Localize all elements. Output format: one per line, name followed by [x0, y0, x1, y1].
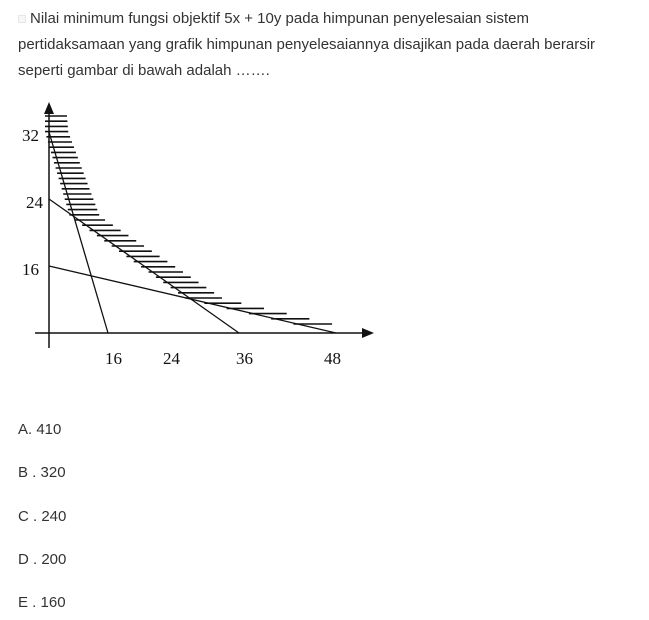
option-e[interactable]: E . 160	[18, 594, 66, 611]
constraint-line	[49, 266, 336, 333]
constraint-lines	[49, 132, 336, 333]
x-tick-label: 36	[236, 349, 253, 368]
y-tick-label: 32	[22, 126, 39, 145]
option-a[interactable]: A. 410	[18, 421, 62, 438]
x-tick-label: 24	[163, 349, 180, 368]
y-axis-arrow-icon	[44, 102, 54, 114]
x-tick-label: 16	[105, 349, 122, 368]
linear-programming-graph	[0, 90, 400, 390]
option-d[interactable]: D . 200	[18, 551, 67, 568]
question-line-2: pertidaksamaan yang grafik himpunan penyelesaiannya disajikan pada daerah berarsir	[18, 36, 596, 53]
x-tick-label: 48	[324, 349, 341, 368]
x-axis-arrow-icon	[362, 328, 374, 338]
hatch-marks	[45, 116, 332, 324]
question-line-3: seperti gambar di bawah adalah …….	[18, 62, 270, 79]
y-tick-label: 16	[22, 260, 39, 279]
question-line-1	[18, 6, 643, 32]
question-line-1-text: Nilai minimum fungsi objektif 5x + 10y pada himpunan penyelesaian sistem	[30, 10, 530, 27]
y-tick-label: 24	[26, 193, 43, 212]
question-marker-icon	[18, 15, 26, 23]
option-b[interactable]: B . 320	[18, 464, 66, 481]
option-c[interactable]: C . 240	[18, 508, 67, 525]
constraint-line	[49, 199, 239, 333]
question-text	[18, 6, 643, 84]
